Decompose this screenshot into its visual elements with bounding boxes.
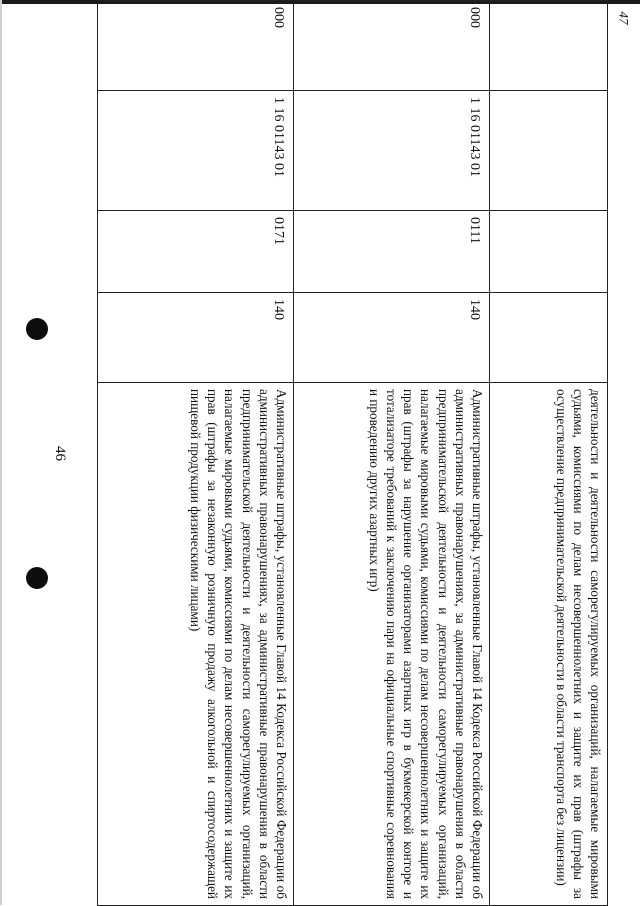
admin-code-cell [490,1,608,91]
kosgu-code-cell: 140 [98,293,294,383]
subtype-code-cell [490,211,608,293]
rotated-table-container [98,0,608,905]
income-code-cell: 1 16 01143 01 [294,91,490,211]
admin-code-cell: 000 [294,1,490,91]
description-cell: деятельности и деятельности саморегулируемых организаций, налагаемые мировыми судьями, комиссиями по делам несовершеннолетних и защите их прав (штрафы за осуществление предпринимательской деятельности в области транспорта без лицензии) [490,383,608,906]
subtype-code-cell: 0111 [294,211,490,293]
corner-handwritten-number: 47 [616,11,632,25]
page-number: 46 [52,446,68,461]
description-cell: Административные штрафы, установленные Главой 14 Кодекса Российской Федерации об административных правонарушениях, за административные правонарушения в области предпринимательской деятельности и деятельности саморегулируемых организаций, налагаемые мировыми судьями, комиссиями по делам несовершеннолетних и защите их прав (штрафы за незаконную розничную продажу алкогольной и спиртосодержащей пищевой продукции физическими лицами) [98,383,294,906]
table-row [294,1,490,906]
punch-hole-top [26,318,48,340]
income-code-cell [490,91,608,211]
kosgu-code-cell [490,293,608,383]
scan-left-shadow [0,0,2,905]
table-row [98,1,294,906]
subtype-code-cell: 0171 [98,211,294,293]
table-row [490,1,608,906]
income-code-cell: 1 16 01143 01 [98,91,294,211]
budget-classification-table [97,0,608,906]
punch-hole-bottom [26,567,48,589]
kosgu-code-cell: 140 [294,293,490,383]
description-cell: Административные штрафы, установленные Главой 14 Кодекса Российской Федерации об административных правонарушениях, за административные правонарушения в области предпринимательской деятельности и деятельности саморегулируемых организаций, налагаемые мировыми судьями, комиссиями по делам несовершеннолетних и защите их прав (штрафы за нарушение организаторами азартных игр в букмекерской конторе и тотализаторе требований к заключению пари на официальные спортивные соревнования и проведению других азартных игр) [294,383,490,906]
admin-code-cell: 000 [98,1,294,91]
